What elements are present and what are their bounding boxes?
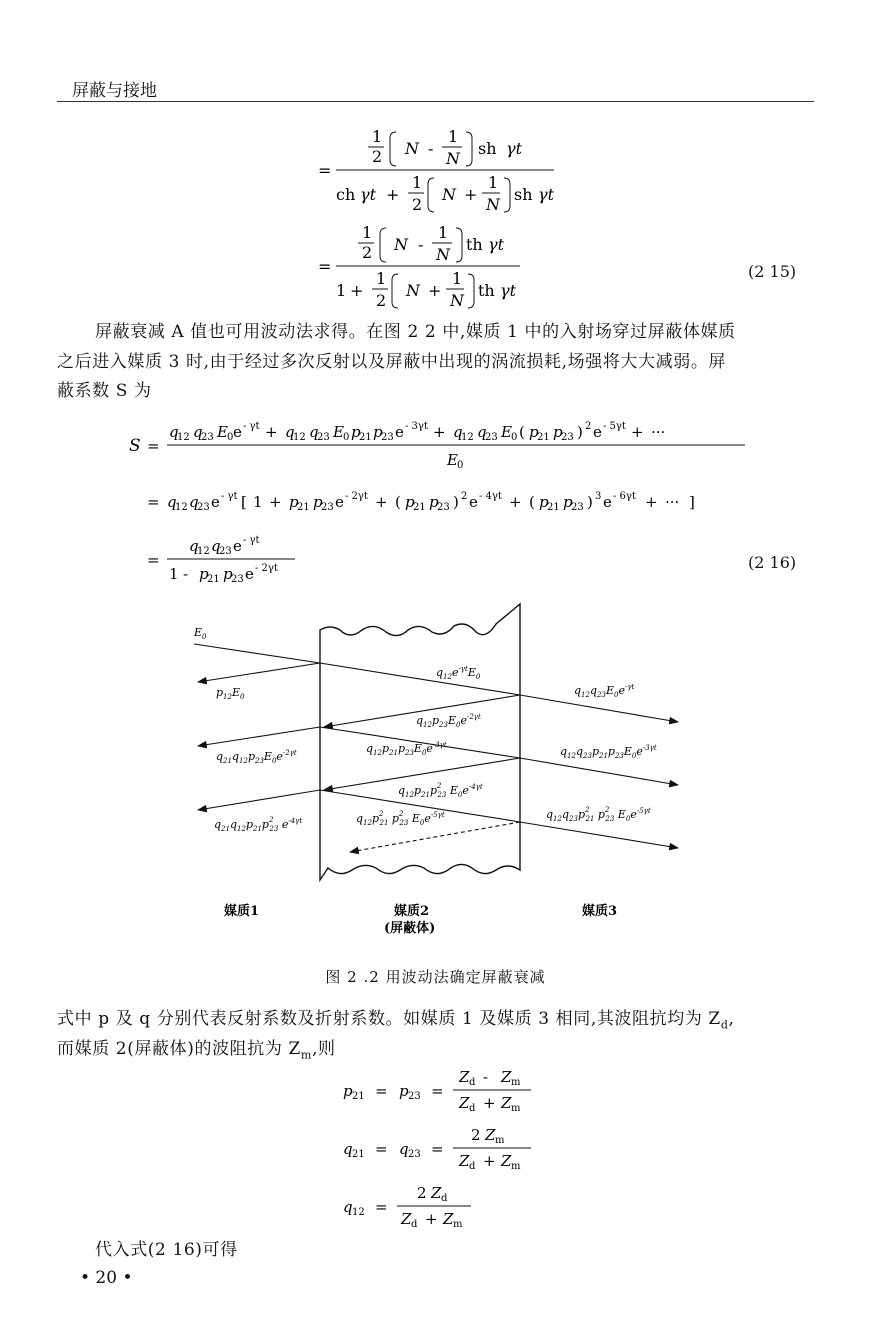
svg-text:=: = bbox=[431, 1082, 444, 1100]
svg-text:23: 23 bbox=[408, 1149, 421, 1160]
svg-text:12: 12 bbox=[197, 546, 210, 557]
svg-text:e: e bbox=[245, 565, 254, 583]
svg-text:q: q bbox=[477, 423, 487, 441]
svg-text:23: 23 bbox=[561, 432, 574, 443]
svg-text:23: 23 bbox=[317, 432, 330, 443]
svg-text:23: 23 bbox=[219, 546, 232, 557]
svg-text:p: p bbox=[529, 423, 539, 441]
paragraph-line: 式中 p 及 q 分别代表反射系数及折射系数。如媒质 1 及媒质 3 相同,其波阻抗均为 $Z_d$, bbox=[57, 1009, 735, 1032]
svg-text:p: p bbox=[223, 565, 233, 583]
paragraph-line: 代入式(2 16)可得 bbox=[95, 1240, 238, 1260]
svg-text:-: - bbox=[418, 235, 424, 254]
svg-text:+: + bbox=[464, 185, 478, 204]
svg-text:e: e bbox=[593, 423, 602, 441]
svg-text:2: 2 bbox=[372, 147, 383, 166]
svg-text:E: E bbox=[501, 423, 512, 441]
svg-text:=: = bbox=[375, 1082, 388, 1100]
svg-text:): ) bbox=[577, 423, 583, 441]
svg-text:Z: Z bbox=[431, 1184, 442, 1202]
svg-text:1: 1 bbox=[169, 565, 179, 583]
svg-text:q: q bbox=[169, 423, 179, 441]
svg-text:23: 23 bbox=[231, 574, 244, 585]
svg-text:m: m bbox=[511, 1161, 521, 1172]
svg-text:q: q bbox=[399, 1140, 409, 1158]
svg-text:N: N bbox=[446, 149, 460, 168]
svg-text:p: p bbox=[553, 423, 563, 441]
svg-text:q: q bbox=[343, 1198, 353, 1216]
header-rule bbox=[57, 101, 814, 102]
medium-2-label: 媒质2 bbox=[394, 904, 430, 919]
svg-text:21: 21 bbox=[413, 502, 426, 513]
svg-text:(: ( bbox=[395, 493, 401, 511]
svg-text:21: 21 bbox=[537, 432, 550, 443]
svg-text:): ) bbox=[587, 493, 593, 511]
svg-text:12: 12 bbox=[177, 432, 190, 443]
svg-text:=: = bbox=[375, 1140, 388, 1158]
svg-text:- 2γt: - 2γt bbox=[345, 491, 368, 502]
svg-text:d: d bbox=[469, 1161, 476, 1172]
svg-text:+: + bbox=[375, 493, 388, 511]
svg-text:q12p21p23E0e-3γt: $q_{12}p_{21}p_{23}E_0e^{-3\gamma t}$ bbox=[366, 741, 447, 757]
svg-text:23: 23 bbox=[197, 502, 210, 513]
equation-number-2-16: (2 16) bbox=[748, 553, 797, 572]
svg-text:p: p bbox=[429, 493, 439, 511]
svg-text:+: + bbox=[433, 423, 446, 441]
svg-text:Z: Z bbox=[501, 1152, 512, 1170]
svg-text:e: e bbox=[233, 537, 242, 555]
svg-text:- 4γt: - 4γt bbox=[479, 491, 502, 502]
svg-text:q12q23p21p23E0e-3γt: $q_{12}q_{23}p_{21}p_{23}E_0e^{-3\gamma t}$ bbox=[560, 744, 657, 760]
svg-text:p: p bbox=[313, 493, 323, 511]
svg-text:E: E bbox=[217, 423, 228, 441]
svg-text:1: 1 bbox=[362, 223, 373, 242]
svg-text:m: m bbox=[511, 1103, 521, 1114]
svg-text:q: q bbox=[189, 493, 199, 511]
svg-text:th: th bbox=[466, 235, 483, 254]
svg-text:2: 2 bbox=[471, 1126, 481, 1144]
svg-text:21: 21 bbox=[352, 1091, 365, 1102]
svg-text:Z: Z bbox=[501, 1068, 512, 1086]
svg-text:Z: Z bbox=[443, 1210, 454, 1228]
svg-text:q12p221 p223 E0e-5γt: $q_{12}p^2$ 21 $p^2$ 23 $E_0e^{-5\gamma t}$ bbox=[356, 810, 445, 827]
svg-text:+: + bbox=[425, 1210, 438, 1228]
svg-text:ch: ch bbox=[336, 185, 356, 204]
svg-text:N: N bbox=[450, 291, 464, 310]
medium-3-label: 媒质3 bbox=[582, 904, 618, 919]
svg-text:q12p21p223 E0e-4γt: $q_{12}p_{21}p^2$ 23 $E_0e^{-4\gamma t}$ bbox=[398, 782, 483, 799]
svg-text:q21q12p21p223 e-4γt: $q_{21}q_{12}p_{21}p^2$ 23 $e^{-4\gamma t}$ bbox=[214, 816, 303, 833]
svg-text:+: + bbox=[483, 1152, 496, 1170]
svg-text:γt: γt bbox=[488, 235, 504, 254]
svg-text:-: - bbox=[428, 139, 434, 158]
svg-text:=: = bbox=[375, 1198, 388, 1216]
svg-text:[: [ bbox=[241, 493, 247, 511]
svg-text:N: N bbox=[406, 281, 420, 300]
page-number: • 20 • bbox=[80, 1268, 133, 1288]
svg-text:Z: Z bbox=[459, 1152, 470, 1170]
equation-2-15 bbox=[300, 118, 600, 318]
svg-text:γt: γt bbox=[538, 185, 554, 204]
svg-text:E0: $E_0$ bbox=[194, 626, 207, 641]
svg-text:21: 21 bbox=[547, 502, 560, 513]
svg-text:- γt: - γt bbox=[221, 491, 238, 502]
svg-text:m: m bbox=[495, 1135, 505, 1146]
svg-text:m: m bbox=[511, 1077, 521, 1088]
svg-text:Z: Z bbox=[459, 1094, 470, 1112]
running-header: 屏蔽与接地 bbox=[72, 81, 157, 101]
svg-text:+: + bbox=[483, 1094, 496, 1112]
svg-text:=: = bbox=[431, 1140, 444, 1158]
svg-text:q: q bbox=[193, 423, 203, 441]
svg-text:γt: γt bbox=[506, 139, 522, 158]
svg-text:d: d bbox=[441, 1193, 448, 1204]
svg-text:3: 3 bbox=[595, 491, 602, 502]
svg-text:N: N bbox=[394, 235, 408, 254]
svg-text:=: = bbox=[147, 437, 160, 455]
svg-text:1: 1 bbox=[448, 127, 459, 146]
svg-text:23: 23 bbox=[485, 432, 498, 443]
svg-text:=: = bbox=[147, 551, 160, 569]
svg-text:23: 23 bbox=[381, 432, 394, 443]
svg-text:q: q bbox=[285, 423, 295, 441]
svg-text:p: p bbox=[405, 493, 415, 511]
svg-text:q: q bbox=[189, 537, 199, 555]
svg-text:- γt: - γt bbox=[243, 535, 260, 546]
paragraph-line: 而媒质 2(屏蔽体)的波阻抗为 $Z_m$,则 bbox=[57, 1039, 336, 1062]
svg-text:]: ] bbox=[689, 493, 695, 511]
paragraph-line: 之后进入媒质 3 时,由于经过多次反射以及屏蔽中出现的涡流损耗,场强将大大减弱。屏 bbox=[57, 352, 727, 372]
svg-text:q: q bbox=[343, 1140, 353, 1158]
svg-text:Z: Z bbox=[485, 1126, 496, 1144]
svg-text:S: S bbox=[129, 436, 141, 456]
figure-wave-diagram bbox=[180, 600, 700, 945]
svg-text:1: 1 bbox=[376, 269, 387, 288]
equation-number-2-15: (2 15) bbox=[748, 262, 797, 281]
svg-text:- 3γt: - 3γt bbox=[405, 421, 428, 432]
svg-text:2: 2 bbox=[412, 195, 423, 214]
svg-text:1: 1 bbox=[452, 269, 463, 288]
svg-text:p: p bbox=[351, 423, 361, 441]
svg-text:e: e bbox=[233, 423, 242, 441]
svg-text:q: q bbox=[309, 423, 319, 441]
svg-text:p: p bbox=[563, 493, 573, 511]
svg-text:th: th bbox=[478, 281, 495, 300]
svg-text:q: q bbox=[453, 423, 463, 441]
figure-caption: 图 2 .2 用波动法确定屏蔽衰减 bbox=[325, 968, 546, 986]
svg-text:0: 0 bbox=[511, 432, 518, 443]
svg-text:e: e bbox=[469, 493, 478, 511]
svg-text:E: E bbox=[447, 451, 458, 469]
svg-text:+: + bbox=[350, 281, 364, 300]
svg-text:21: 21 bbox=[359, 432, 372, 443]
svg-text:γt: γt bbox=[500, 281, 516, 300]
svg-text:q12q23p221 p223 E0e-5γt: $q_{12}q_{23}p^2$ 21 $p^2$ 23 $E_0e^{-5\gamma t}$ bbox=[546, 806, 651, 823]
svg-text:p12E0: $p_{12}E_0$ bbox=[216, 686, 245, 701]
svg-text:- 2γt: - 2γt bbox=[255, 563, 278, 574]
svg-text:2: 2 bbox=[461, 491, 468, 502]
svg-text:p: p bbox=[539, 493, 549, 511]
svg-text:0: 0 bbox=[343, 432, 350, 443]
svg-text:23: 23 bbox=[408, 1091, 421, 1102]
svg-text:1: 1 bbox=[372, 127, 383, 146]
svg-text:21: 21 bbox=[207, 574, 220, 585]
svg-text:0: 0 bbox=[227, 432, 234, 443]
svg-text:2: 2 bbox=[362, 243, 373, 262]
svg-text:p: p bbox=[199, 565, 209, 583]
svg-text:23: 23 bbox=[437, 502, 450, 513]
svg-text:(: ( bbox=[529, 493, 535, 511]
svg-text:Z: Z bbox=[501, 1094, 512, 1112]
svg-text:m: m bbox=[453, 1219, 463, 1230]
svg-text:+: + bbox=[269, 493, 282, 511]
svg-text:+: + bbox=[386, 185, 400, 204]
svg-text:N: N bbox=[405, 139, 419, 158]
svg-text:2: 2 bbox=[585, 421, 592, 432]
svg-text:···: ··· bbox=[651, 423, 666, 441]
paragraph-line: 屏蔽衰减 A 值也可用波动法求得。在图 2 2 中,媒质 1 中的入射场穿过屏蔽体媒质 bbox=[95, 322, 736, 342]
svg-text:sh: sh bbox=[478, 139, 497, 158]
paragraph-line: 蔽系数 S 为 bbox=[57, 381, 152, 401]
svg-text:1: 1 bbox=[253, 493, 263, 511]
svg-text:1: 1 bbox=[412, 173, 423, 192]
svg-text:···: ··· bbox=[665, 493, 680, 511]
svg-text:=: = bbox=[147, 493, 160, 511]
svg-text:q12e-γtE0: $q_{12}e^{-\gamma t}E_0$ bbox=[436, 665, 481, 681]
svg-text:21: 21 bbox=[297, 502, 310, 513]
svg-text:1: 1 bbox=[438, 223, 449, 242]
svg-text:+: + bbox=[428, 281, 442, 300]
svg-text:2: 2 bbox=[417, 1184, 427, 1202]
medium-2-sublabel: (屏蔽体) bbox=[384, 921, 436, 936]
medium-1-label: 媒质1 bbox=[224, 904, 260, 919]
svg-text:+: + bbox=[509, 493, 522, 511]
svg-text:12: 12 bbox=[461, 432, 474, 443]
equation-2-16 bbox=[125, 415, 765, 590]
svg-text:1: 1 bbox=[336, 281, 347, 300]
svg-text:q21q12p23E0e-2γt: $q_{21}q_{12}p_{23}E_0e^{-2\gamma t}$ bbox=[216, 749, 297, 765]
svg-text:(: ( bbox=[519, 423, 525, 441]
svg-text:e: e bbox=[211, 493, 220, 511]
svg-text:sh: sh bbox=[514, 185, 533, 204]
svg-text:12: 12 bbox=[293, 432, 306, 443]
svg-text:N: N bbox=[442, 185, 456, 204]
svg-text:+: + bbox=[265, 423, 278, 441]
svg-text:1: 1 bbox=[488, 173, 499, 192]
svg-text:e: e bbox=[335, 493, 344, 511]
svg-text:12: 12 bbox=[175, 502, 188, 513]
svg-text:γt: γt bbox=[360, 185, 376, 204]
svg-text:d: d bbox=[469, 1077, 476, 1088]
svg-text:e: e bbox=[395, 423, 404, 441]
svg-text:q: q bbox=[167, 493, 177, 511]
svg-text:- γt: - γt bbox=[243, 421, 260, 432]
svg-text:0: 0 bbox=[457, 460, 464, 471]
svg-text:q12p23E0e-2γt: $q_{12}p_{23}E_0e^{-2\gamma t}$ bbox=[416, 713, 481, 729]
svg-text:23: 23 bbox=[571, 502, 584, 513]
svg-text:- 6γt: - 6γt bbox=[613, 491, 636, 502]
svg-text:d: d bbox=[411, 1219, 418, 1230]
svg-text:Z: Z bbox=[459, 1068, 470, 1086]
svg-text:q12q23E0e-γt: $q_{12}q_{23}E_0e^{-\gamma t}$ bbox=[574, 683, 635, 699]
svg-text:N: N bbox=[436, 245, 450, 264]
svg-text:- 5γt: - 5γt bbox=[603, 421, 626, 432]
svg-text:+: + bbox=[645, 493, 658, 511]
svg-text:21: 21 bbox=[352, 1149, 365, 1160]
svg-text:Z: Z bbox=[401, 1210, 412, 1228]
svg-text:-: - bbox=[483, 1068, 489, 1086]
svg-text:): ) bbox=[453, 493, 459, 511]
svg-text:23: 23 bbox=[321, 502, 334, 513]
svg-text:N: N bbox=[486, 195, 500, 214]
impedance-equations bbox=[335, 1062, 575, 1232]
svg-text:2: 2 bbox=[376, 291, 387, 310]
svg-text:p: p bbox=[399, 1082, 409, 1100]
equals-sign: = bbox=[318, 161, 332, 180]
svg-text:e: e bbox=[603, 493, 612, 511]
svg-text:12: 12 bbox=[352, 1207, 365, 1218]
svg-text:=: = bbox=[318, 257, 332, 276]
svg-text:q: q bbox=[211, 537, 221, 555]
svg-text:23: 23 bbox=[201, 432, 214, 443]
svg-text:E: E bbox=[333, 423, 344, 441]
svg-text:p: p bbox=[373, 423, 383, 441]
svg-text:p: p bbox=[343, 1082, 353, 1100]
svg-text:+: + bbox=[631, 423, 644, 441]
svg-text:d: d bbox=[469, 1103, 476, 1114]
svg-text:p: p bbox=[289, 493, 299, 511]
svg-text:-: - bbox=[183, 565, 189, 583]
